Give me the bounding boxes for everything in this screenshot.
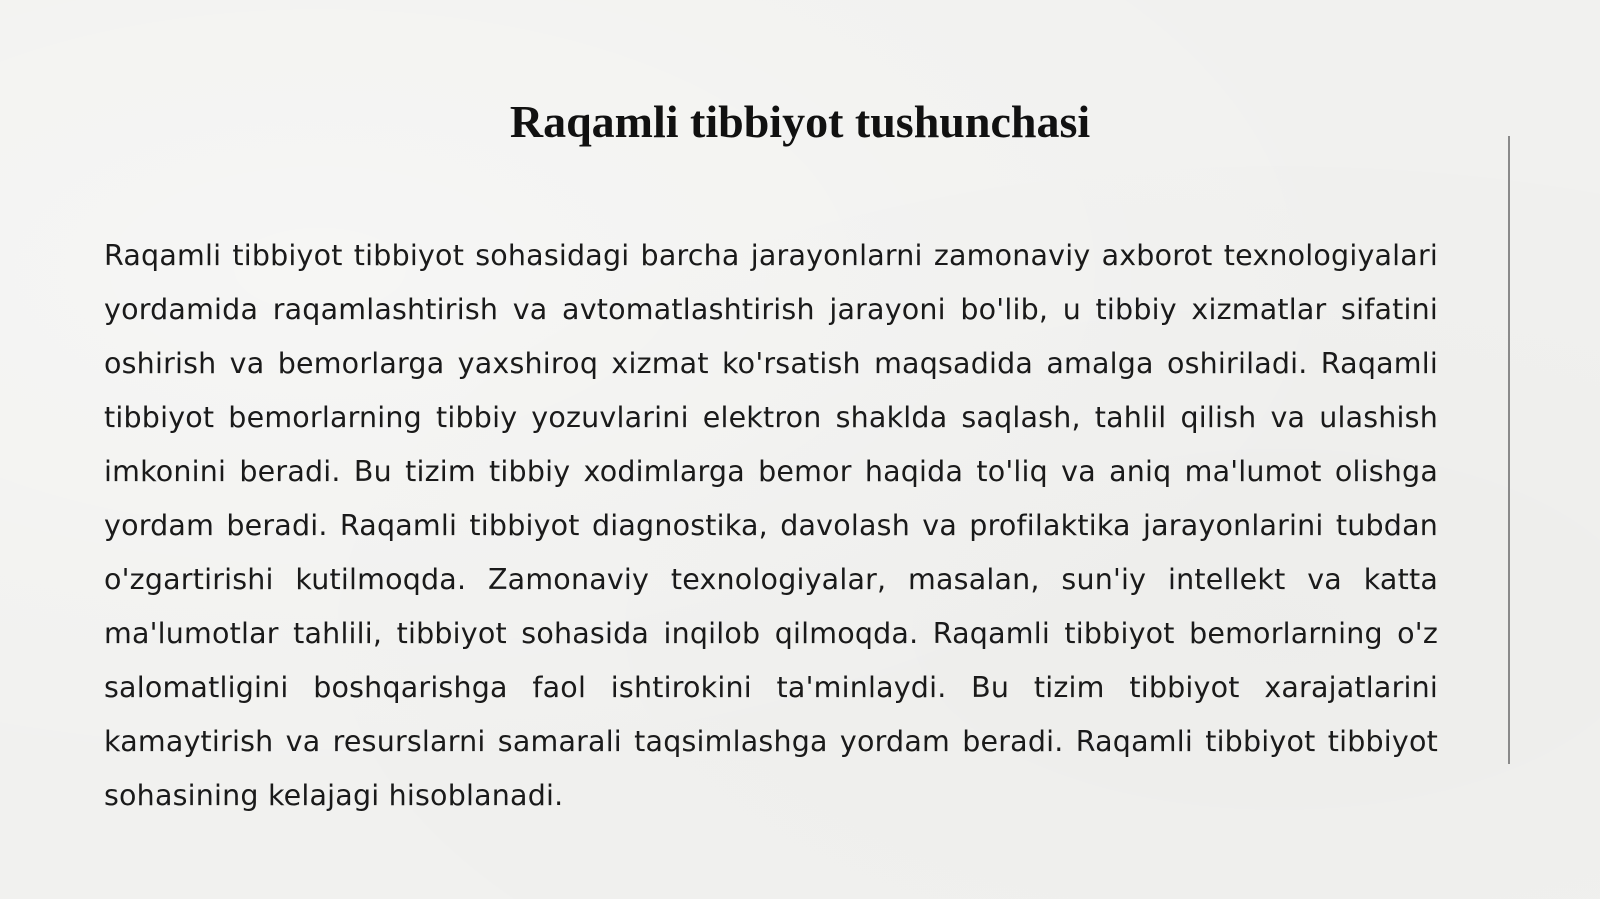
slide-title: Raqamli tibbiyot tushunchasi: [509, 96, 1091, 147]
vertical-divider: [1508, 136, 1510, 764]
slide-body-text: Raqamli tibbiyot tibbiyot sohasidagi barcha jarayonlarni zamonaviy axborot texnologiyalari yordamida raqamlashtirish va avtomatlashtirish jarayoni bo'lib, u tibbiy xizmatlar sifatini oshirish va bemorlarga yaxshiroq xizmat ko'rsatish maqsadida amalga oshiriladi. Raqamli tibbiyot bemorlarning tibbiy yozuvlarini elektron shaklda saqlash, tahlil qilish va ulashish imkonini beradi. Bu tizim tibbiy xodimlarga bemor haqida to'liq va aniq ma'lumot olishga yordam beradi. Raqamli tibbiyot diagnostika, davolash va profilaktika jarayonlarini tubdan o'zgartirishi kutilmoqda. Zamonaviy texnologiyalar, masalan, sun'iy intellekt va katta ma'lumotlar tahlili, tibbiyot sohasida inqilob qilmoqda. Raqamli tibbiyot bemorlarning o'z salomatligini boshqarishga faol ishtirokini ta'minlaydi. Bu tizim tibbiyot xarajatlarini kamaytirish va resurslarni samarali taqsimlashga yordam beradi. Raqamli tibbiyot tibbiyot sohasining kelajagi hisoblanadi.: [104, 239, 1438, 812]
